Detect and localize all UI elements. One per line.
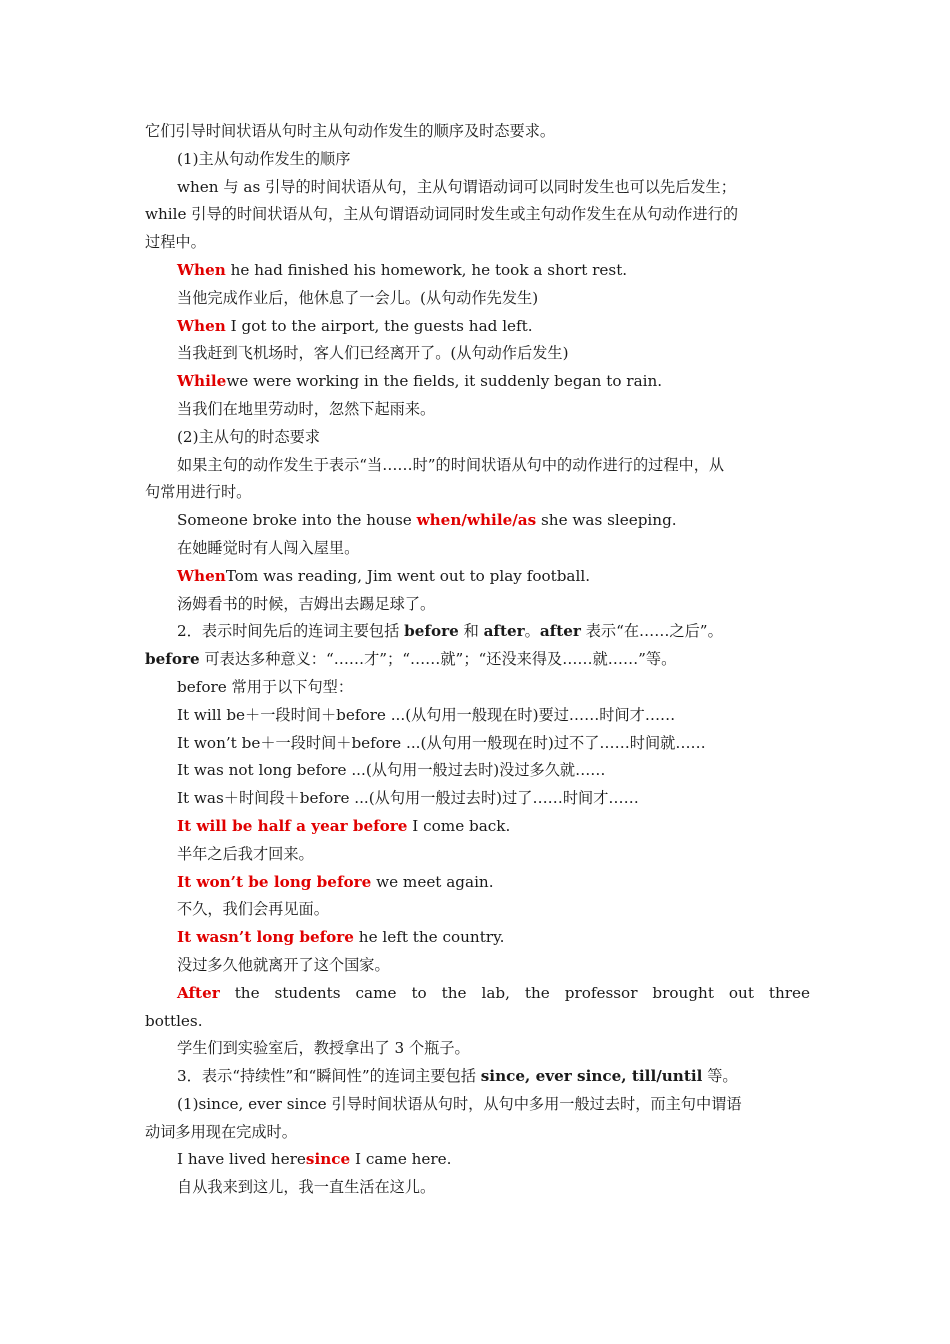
text-segment: while 引导的时间状语从句，主从句谓语动词同时发生或主句动作发生在从句动作进行的 bbox=[145, 205, 739, 224]
text-line bbox=[145, 1174, 810, 1202]
text-segment: I came here. bbox=[350, 1150, 452, 1169]
text-segment: Tom was reading, Jim went out to play football. bbox=[225, 566, 591, 585]
text-line bbox=[145, 1008, 810, 1036]
text-line bbox=[145, 674, 810, 702]
text-segment: 在她睡觉时有人闯入屋里。 bbox=[177, 538, 360, 557]
bold-term: before bbox=[404, 622, 459, 641]
text-segment: 。 bbox=[524, 622, 540, 641]
highlighted-keyword: When bbox=[177, 566, 226, 585]
text-segment: I got to the airport, the guests had left. bbox=[225, 316, 533, 335]
text-segment: 等。 bbox=[702, 1067, 738, 1086]
text-line bbox=[145, 1146, 810, 1174]
text-segment: three bbox=[768, 983, 810, 1002]
text-segment: came bbox=[355, 983, 397, 1002]
text-segment: when 与 as 引导的时间状语从句，主从句谓语动词可以同时发生也可以先后发生； bbox=[177, 177, 736, 196]
text-segment: 3．表示“持续性”和“瞬间性”的连词主要包括 bbox=[177, 1067, 481, 1086]
text-segment: he left the country. bbox=[353, 928, 505, 947]
text-line bbox=[145, 424, 810, 452]
text-segment: students bbox=[274, 983, 341, 1002]
bold-term: after bbox=[539, 622, 581, 641]
text-segment: he had finished his homework, he took a short rest. bbox=[225, 260, 628, 279]
text-line bbox=[145, 174, 810, 202]
text-segment: I come back. bbox=[407, 816, 511, 835]
text-line bbox=[145, 896, 810, 924]
text-segment: we meet again. bbox=[371, 872, 494, 891]
text-line bbox=[145, 285, 810, 313]
text-segment: lab, bbox=[481, 983, 510, 1002]
text-segment: 动词多用现在完成时。 bbox=[145, 1122, 297, 1141]
text-segment: 句常用进行时。 bbox=[145, 483, 252, 502]
text-segment: the bbox=[524, 983, 550, 1002]
highlighted-keyword: It will be half a year before bbox=[177, 816, 408, 835]
text-segment: she was sleeping. bbox=[536, 511, 677, 530]
highlighted-keyword: It won’t be long before bbox=[177, 872, 372, 891]
text-line bbox=[145, 841, 810, 869]
highlighted-keyword: It wasn’t long before bbox=[177, 928, 354, 947]
text-segment: 如果主句的动作发生于表示“当……时”的时间状语从句中的动作进行的过程中，从 bbox=[177, 455, 725, 474]
highlighted-keyword: When bbox=[177, 316, 226, 335]
text-segment: (2)主从句的时态要求 bbox=[177, 427, 321, 446]
bold-term: after bbox=[483, 622, 525, 641]
text-line bbox=[145, 340, 810, 368]
text-line bbox=[145, 368, 810, 396]
highlighted-keyword: When bbox=[177, 260, 226, 279]
text-line bbox=[145, 924, 810, 952]
text-segment: 汤姆看书的时候，吉姆出去踢足球了。 bbox=[177, 594, 436, 613]
text-line bbox=[145, 730, 810, 758]
text-line bbox=[145, 591, 810, 619]
text-segment: Someone broke into the house bbox=[177, 511, 417, 530]
highlighted-keyword: After bbox=[177, 983, 220, 1002]
text-segment: professor bbox=[564, 983, 638, 1002]
document-body bbox=[145, 118, 810, 1202]
text-segment: 当我们在地里劳动时，忽然下起雨来。 bbox=[177, 399, 436, 418]
text-line bbox=[145, 1091, 810, 1119]
text-line bbox=[145, 869, 810, 897]
text-line bbox=[145, 396, 810, 424]
text-segment: 当他完成作业后，他休息了一会儿。(从句动作先发生) bbox=[177, 288, 539, 307]
bold-term: since, ever since, till/until bbox=[480, 1067, 703, 1086]
text-line bbox=[145, 452, 810, 480]
highlighted-keyword: when/while/as bbox=[416, 511, 537, 530]
text-segment: 和 bbox=[458, 622, 484, 641]
text-segment: the bbox=[441, 983, 467, 1002]
text-segment: to bbox=[411, 983, 427, 1002]
text-segment: (1)since, ever since 引导时间状语从句时，从句中多用一般过去时，而主句中谓语 bbox=[177, 1094, 742, 1113]
text-segment: (1)主从句动作发生的顺序 bbox=[177, 149, 351, 168]
text-segment: It will be＋一段时间＋before ...(从句用一般现在时)要过……时间才…… bbox=[177, 705, 676, 724]
text-segment: we were working in the fields, it suddenly began to rain. bbox=[226, 372, 663, 391]
text-segment: 学生们到实验室后，教授拿出了 3 个瓶子。 bbox=[177, 1039, 470, 1058]
text-segment: I have lived here bbox=[177, 1150, 306, 1169]
text-line bbox=[145, 146, 810, 174]
text-line bbox=[145, 757, 810, 785]
text-line bbox=[145, 1035, 810, 1063]
text-line bbox=[145, 702, 810, 730]
text-line bbox=[145, 201, 810, 229]
text-segment: It was not long before ...(从句用一般过去时)没过多久就…… bbox=[177, 761, 606, 780]
text-line bbox=[145, 507, 810, 535]
text-segment: 可表达多种意义：“……才”；“……就”；“还没来得及……就……”等。 bbox=[199, 650, 677, 669]
text-segment: out bbox=[728, 983, 754, 1002]
text-line bbox=[145, 618, 810, 646]
text-segment: It won’t be＋一段时间＋before ...(从句用一般现在时)过不了……时间就…… bbox=[177, 733, 706, 752]
text-line bbox=[145, 563, 810, 591]
text-line bbox=[145, 313, 810, 341]
text-segment: before 常用于以下句型： bbox=[177, 677, 354, 696]
text-line bbox=[145, 229, 810, 257]
text-line bbox=[145, 813, 810, 841]
highlighted-keyword: While bbox=[177, 372, 227, 391]
text-line bbox=[145, 952, 810, 980]
text-segment: 不久，我们会再见面。 bbox=[177, 900, 329, 919]
text-segment: 没过多久他就离开了这个国家。 bbox=[177, 955, 390, 974]
text-segment: 过程中。 bbox=[145, 233, 206, 252]
text-segment: 自从我来到这儿，我一直生活在这儿。 bbox=[177, 1178, 436, 1197]
text-line bbox=[145, 535, 810, 563]
text-segment: brought bbox=[652, 983, 714, 1002]
text-segment: 当我赶到飞机场时，客人们已经离开了。(从句动作后发生) bbox=[177, 344, 569, 363]
text-segment: 2．表示时间先后的连词主要包括 bbox=[177, 622, 405, 641]
text-segment: bottles. bbox=[145, 1011, 203, 1030]
text-segment: 表示“在……之后”。 bbox=[580, 622, 723, 641]
text-line bbox=[145, 646, 810, 674]
text-line bbox=[145, 980, 810, 1008]
text-line bbox=[145, 1119, 810, 1147]
text-segment: the bbox=[234, 983, 260, 1002]
text-line bbox=[145, 785, 810, 813]
highlighted-keyword: since bbox=[305, 1150, 351, 1169]
text-line bbox=[145, 1063, 810, 1091]
text-segment: 它们引导时间状语从句时主从句动作发生的顺序及时态要求。 bbox=[145, 122, 556, 140]
text-line bbox=[145, 118, 810, 146]
text-segment: It was＋时间段＋before ...(从句用一般过去时)过了……时间才…… bbox=[177, 789, 639, 808]
bold-term: before bbox=[145, 650, 200, 669]
text-line bbox=[145, 257, 810, 285]
text-segment: 半年之后我才回来。 bbox=[177, 844, 314, 863]
text-line bbox=[145, 479, 810, 507]
